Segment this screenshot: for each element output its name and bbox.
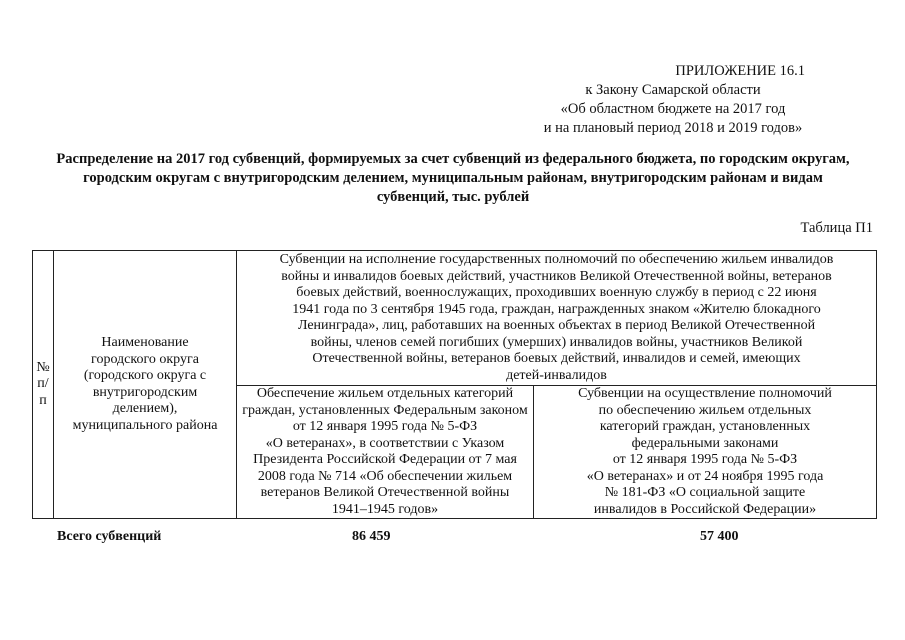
subsidy-table bbox=[32, 250, 877, 519]
header-group-line: боевых действий, военнослужащих, проходивших военную службу в период с 22 июня bbox=[296, 285, 817, 300]
header-a-line: граждан, установленных Федеральным законом bbox=[242, 402, 528, 418]
appendix-line: «Об областном бюджете на 2017 год bbox=[560, 101, 786, 117]
table-label: Таблица П1 bbox=[800, 220, 873, 236]
header-b-line: федеральными законами bbox=[631, 435, 779, 451]
total-label: Всего субвенций bbox=[57, 529, 162, 544]
header-group-line: войны, членов семей погибших (умерших) инвалидов войны, участников Великой bbox=[310, 334, 803, 350]
header-name-line: делением), bbox=[112, 401, 178, 416]
header-a-line: 1941–1945 годов» bbox=[331, 501, 439, 517]
header-b-line: инвалидов в Российской Федерации» bbox=[593, 501, 817, 517]
header-b-line: № 181-ФЗ «О социальной защите bbox=[604, 485, 806, 500]
header-a-line: ветеранов Великой Отечественной войны bbox=[260, 485, 510, 500]
appendix-line: и на плановый период 2018 и 2019 годов» bbox=[543, 120, 803, 136]
header-name-line: городского округа bbox=[91, 351, 199, 367]
header-group-line: Отечественной войны, ветеранов боевых действий, инвалидов и семей, имеющих bbox=[312, 351, 801, 366]
total-row bbox=[32, 529, 877, 547]
header-column-b bbox=[534, 386, 877, 519]
title-line: городским округам с внутригородским делением, муниципальным районам, внутригородским районам и видам bbox=[83, 170, 823, 186]
header-group-line: 1941 года по 3 сентября 1945 года, граждан, награжденных знаком «Жителю блокадного bbox=[292, 301, 821, 317]
total-value-b: 57 400 bbox=[700, 529, 739, 544]
total-value-a: 86 459 bbox=[352, 529, 391, 544]
appendix-header bbox=[493, 62, 853, 138]
title-line: субвенций, тыс. рублей bbox=[376, 189, 530, 205]
header-group-line: Субвенции на исполнение государственных полномочий по обеспечению жильем инвалидов bbox=[279, 252, 834, 267]
header-a-line: от 12 января 1995 года № 5-ФЗ bbox=[292, 419, 478, 434]
header-a-line: «О ветеранах», в соответствии с Указом bbox=[265, 435, 505, 451]
header-name-line: Наименование bbox=[101, 335, 189, 350]
header-b-line: по обеспечению жильем отдельных bbox=[598, 402, 812, 418]
appendix-line: к Закону Самарской области bbox=[585, 82, 761, 98]
header-name-line: внутригородским bbox=[92, 384, 198, 400]
header-name-line: (городского округа с bbox=[83, 368, 207, 383]
header-group-line: детей-инвалидов bbox=[506, 367, 607, 383]
header-b-line: «О ветеранах» и от 24 ноября 1995 года bbox=[586, 468, 824, 484]
header-b-line: от 12 января 1995 года № 5-ФЗ bbox=[612, 452, 798, 467]
title-line: Распределение на 2017 год субвенций, формируемых за счет субвенций из федерального бюджета, по городским округам, bbox=[56, 151, 850, 167]
header-b-line: категорий граждан, установленных bbox=[599, 419, 811, 434]
header-a-line: Обеспечение жильем отдельных категорий bbox=[256, 386, 514, 401]
header-name-line: муниципального района bbox=[72, 417, 218, 433]
document-title bbox=[20, 150, 886, 207]
header-name bbox=[54, 251, 237, 519]
header-number bbox=[33, 251, 54, 519]
header-a-line: 2008 года № 714 «Об обеспечении жильем bbox=[257, 468, 513, 484]
header-b-line: Субвенции на осуществление полномочий bbox=[578, 386, 832, 401]
header-number-line: № bbox=[36, 359, 50, 375]
header-group-line: войны и инвалидов боевых действий, участников Великой Отечественной войны, ветеранов bbox=[281, 268, 832, 284]
header-group-line: Ленинграда», лиц, работавших на военных объектах в период Великой Отечественной bbox=[297, 318, 816, 333]
header-column-a bbox=[237, 386, 534, 519]
header-a-line: Президента Российской Федерации от 7 мая bbox=[253, 452, 517, 467]
header-group bbox=[237, 251, 877, 386]
header-number-line: п/п bbox=[37, 376, 49, 408]
appendix-title: ПРИЛОЖЕНИЕ 16.1 bbox=[675, 63, 805, 79]
